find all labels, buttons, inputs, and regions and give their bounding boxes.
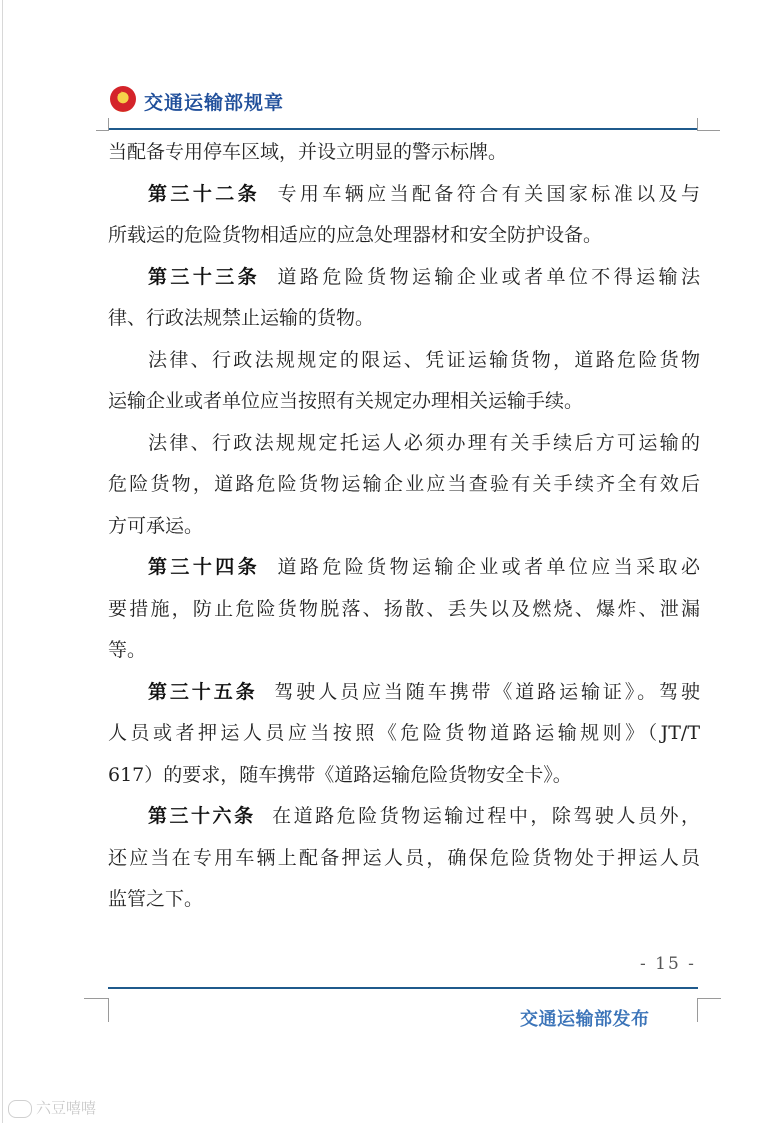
page-edge bbox=[2, 0, 3, 1123]
text-line: 驾驶人员应当随车携带《道路运输证》。驾驶 bbox=[271, 680, 700, 703]
text-line: 方可承运。 bbox=[108, 514, 204, 537]
paragraph bbox=[108, 423, 700, 548]
crop-mark bbox=[697, 130, 720, 131]
text-line: 在道路危险货物运输过程中，除驾驶人员外， bbox=[269, 805, 700, 827]
text-line: 当配备专用停车区域，并设立明显的警示标牌。 bbox=[108, 141, 508, 163]
national-emblem-icon: ★ bbox=[110, 86, 136, 112]
article-33 bbox=[108, 257, 700, 340]
text-line: 法律、行政法规规定托运人必须办理有关手续后方可运输的 bbox=[148, 431, 700, 454]
article-number: 第三十三条 bbox=[148, 265, 261, 288]
text-line: 运输企业或者单位应当按照有关规定办理相关运输手续。 bbox=[108, 390, 584, 412]
header-title: 交通运输部规章 bbox=[144, 92, 285, 114]
article-34 bbox=[108, 547, 700, 672]
text-line: 危险货物，道路危险货物运输企业应当查验有关手续齐全有效后 bbox=[108, 473, 700, 495]
watermark bbox=[8, 1097, 96, 1118]
crop-mark bbox=[697, 998, 698, 1022]
watermark-text: 六豆嘻嘻 bbox=[36, 1099, 97, 1117]
article-35 bbox=[108, 672, 700, 797]
crop-mark bbox=[697, 998, 721, 999]
article-number: 第三十六条 bbox=[148, 805, 256, 827]
text-line: 所载运的危险货物相适应的应急处理器材和安全防护设备。 bbox=[108, 224, 603, 246]
text-line: 监管之下。 bbox=[108, 888, 204, 910]
text-line: 还应当在专用车辆上配备押运人员，确保危险货物处于押运人员 bbox=[108, 846, 700, 869]
header-rule bbox=[108, 128, 698, 130]
text-line: 专用车辆应当配备符合有关国家标准以及与 bbox=[274, 182, 700, 205]
paragraph bbox=[108, 340, 700, 423]
article-number: 第三十二条 bbox=[148, 182, 261, 205]
paragraph bbox=[108, 132, 700, 174]
crop-mark bbox=[108, 118, 109, 131]
crop-mark bbox=[697, 118, 698, 131]
article-32 bbox=[108, 174, 700, 257]
text-line: 道路危险货物运输企业或者单位不得运输法 bbox=[274, 265, 700, 288]
article-number: 第三十五条 bbox=[148, 680, 258, 703]
page-header bbox=[108, 84, 698, 130]
text-line: 617）的要求，随车携带《道路运输危险货物安全卡》。 bbox=[108, 763, 572, 786]
watermark-logo-icon bbox=[8, 1100, 32, 1118]
article-36 bbox=[108, 796, 700, 921]
regulation-body bbox=[108, 132, 700, 921]
footer-rule bbox=[108, 987, 698, 989]
text-line: 人员或者押运人员应当按照《危险货物道路运输规则》（JT/T bbox=[108, 722, 700, 744]
crop-mark bbox=[108, 998, 109, 1022]
text-line: 律、行政法规禁止运输的货物。 bbox=[108, 307, 375, 329]
page-number: - 15 - bbox=[640, 954, 696, 974]
text-line: 等。 bbox=[108, 639, 147, 661]
text-line: 道路危险货物运输企业或者单位应当采取必 bbox=[274, 556, 700, 578]
text-line: 要措施，防止危险货物脱落、扬散、丢失以及燃烧、爆炸、泄漏 bbox=[108, 597, 700, 620]
crop-mark bbox=[84, 998, 108, 999]
footer-publisher: 交通运输部发布 bbox=[520, 1009, 650, 1030]
text-line: 法律、行政法规规定的限运、凭证运输货物，道路危险货物 bbox=[148, 348, 700, 371]
article-number: 第三十四条 bbox=[148, 556, 261, 578]
